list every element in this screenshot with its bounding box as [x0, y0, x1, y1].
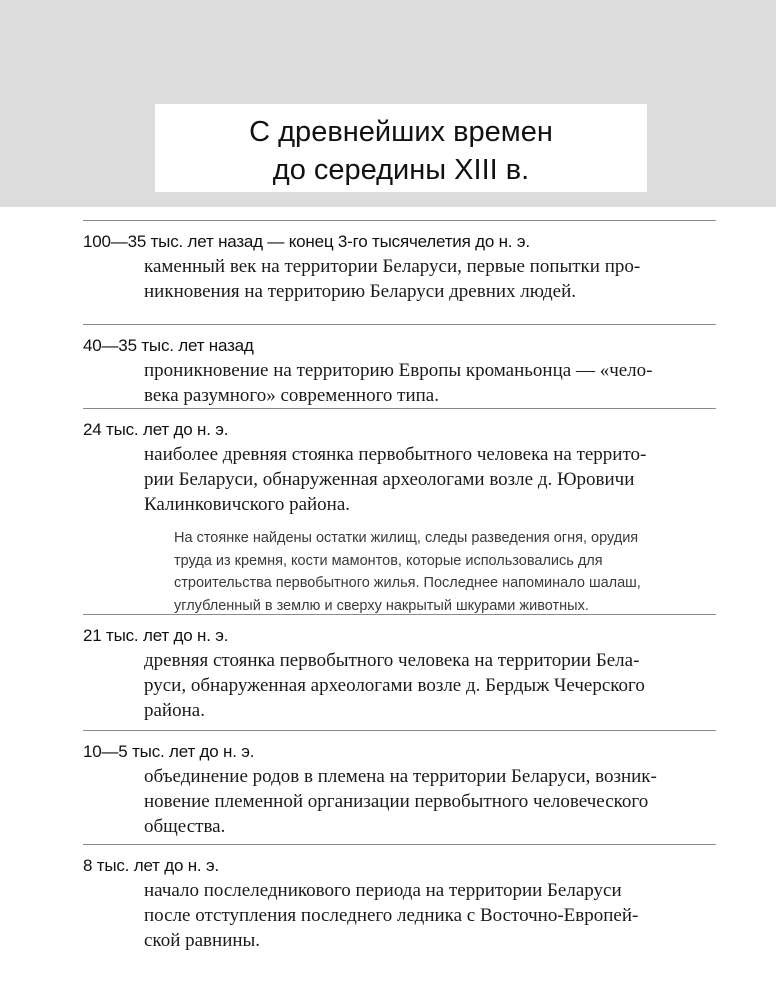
entry-description [144, 254, 716, 304]
description-line: ской равнины. [144, 930, 261, 951]
note-line: углубленный в землю и сверху накрытый шкурами животных. [174, 597, 589, 614]
description-line: района. [144, 700, 205, 721]
entry-date: 24 тыс. лет до н. э. [83, 420, 229, 439]
description-line: наиболее древняя стоянка первобытного человека на террито- [144, 444, 647, 465]
chapter-title-line-1: С древнейших времен [249, 116, 553, 148]
entry-date: 10—5 тыс. лет до н. э. [83, 742, 255, 761]
description-line: века разумного» современного типа. [144, 385, 439, 406]
description-line: рии Беларуси, обнаруженная археологами возле д. Юровичи [144, 469, 635, 490]
description-line: Калинковичского района. [144, 494, 351, 515]
description-line: древняя стоянка первобытного человека на территории Бела- [144, 650, 640, 671]
description-line: никновения на территорию Беларуси древних людей. [144, 281, 577, 302]
note-line: На стоянке найдены остатки жилищ, следы разведения огня, орудия [174, 530, 639, 546]
timeline-entry [83, 324, 716, 408]
entry-date: 21 тыс. лет до н. э. [83, 626, 229, 645]
timeline-entry [83, 614, 716, 730]
note-line: строительства первобытного жилья. Последнее напоминало шалаш, [174, 575, 641, 591]
description-line: проникновение на территорию Европы кроманьонца — «чело- [144, 360, 653, 381]
description-line: руси, обнаруженная археологами возле д. Бердыж Чечерского [144, 675, 645, 696]
entry-date: 8 тыс. лет до н. э. [83, 856, 219, 875]
entry-description [144, 878, 716, 953]
chapter-title-line-2: до середины XIII в. [272, 154, 530, 186]
entry-description [144, 764, 716, 839]
description-line: начало послеледникового периода на территории Беларуси [144, 880, 622, 901]
entry-date: 40—35 тыс. лет назад [83, 336, 254, 355]
timeline-entry [83, 220, 716, 324]
entry-description [144, 358, 716, 408]
chapter-title-box [155, 104, 647, 192]
description-line: общества. [144, 816, 226, 837]
timeline-list [83, 220, 716, 955]
timeline-entry [83, 408, 716, 614]
note-line: труда из кремня, кости мамонтов, которые использовались для [174, 552, 603, 569]
entry-date: 100—35 тыс. лет назад — конец 3-го тысячелетия до н. э. [83, 232, 530, 251]
entry-description [144, 648, 716, 723]
timeline-entry [83, 844, 716, 955]
entry-description [144, 442, 716, 517]
description-line: после отступления последнего ледника с Восточно-Европей- [144, 905, 639, 926]
description-line: объединение родов в племена на территории Беларуси, возник- [144, 766, 657, 787]
description-line: новение племенной организации первобытного человеческого [144, 791, 649, 812]
entry-note [174, 527, 716, 617]
description-line: каменный век на территории Беларуси, первые попытки про- [144, 256, 641, 277]
timeline-entry [83, 730, 716, 844]
